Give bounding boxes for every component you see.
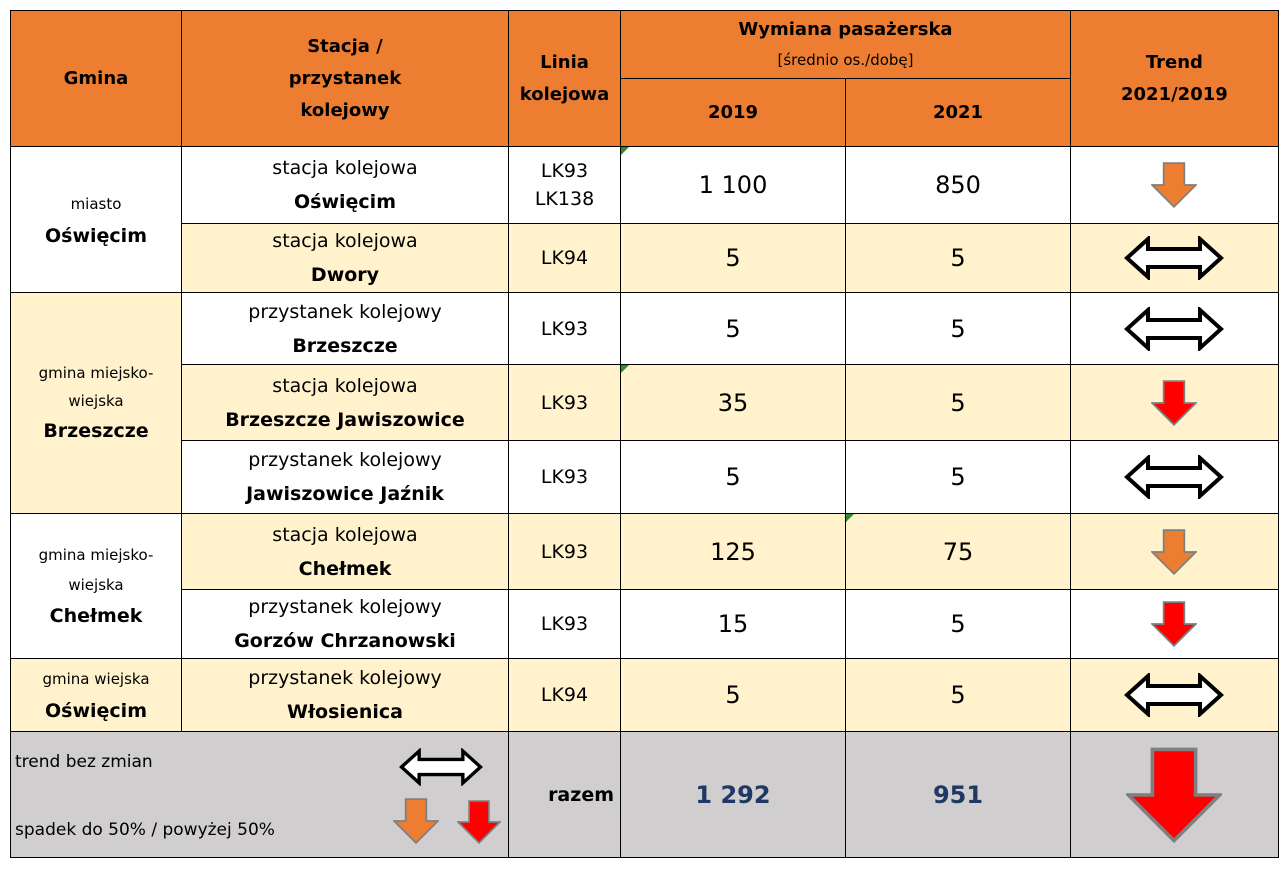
station-cell — [182, 224, 509, 293]
line-cell: LK93 — [509, 293, 621, 365]
line-cell: LK94 — [509, 224, 621, 293]
trend-cell — [1071, 293, 1279, 365]
gmina-cell — [11, 147, 182, 293]
trend-cell — [1071, 224, 1279, 293]
header-wymiana — [621, 11, 1071, 79]
double-arrow-icon — [1124, 455, 1224, 499]
line-cell: LK94 — [509, 659, 621, 732]
legend-no-change: trend bez zmian — [15, 752, 153, 772]
header-2021: 2021 — [846, 79, 1071, 147]
trend-cell — [1071, 514, 1279, 590]
station-type: przystanek kolejowy — [248, 449, 442, 471]
gmina-name: Oświęcim — [45, 700, 147, 722]
trend-cell — [1071, 365, 1279, 441]
header-stacja-label: Stacja / przystanek kolejowy — [288, 35, 402, 121]
station-type: przystanek kolejowy — [248, 667, 442, 689]
down-red-icon — [457, 800, 501, 844]
gmina-cell — [11, 514, 182, 659]
gmina-cell — [11, 293, 182, 514]
value-2021: 5 — [846, 293, 1071, 365]
gmina-name: Brzeszcze — [43, 420, 149, 442]
trend-cell — [1071, 441, 1279, 514]
gmina-name: Chełmek — [49, 605, 143, 627]
value-2021: 5 — [846, 659, 1071, 732]
station-type: stacja kolejowa — [272, 523, 418, 546]
passenger-table — [10, 10, 1279, 858]
header-trend — [1071, 11, 1279, 147]
header-2019: 2019 — [621, 79, 846, 147]
station-cell — [182, 365, 509, 441]
value-2019: 5 — [621, 659, 846, 732]
line-cell: LK93 — [509, 514, 621, 590]
station-cell — [182, 514, 509, 590]
station-cell — [182, 293, 509, 365]
station-name: Brzeszcze Jawiszowice — [225, 408, 465, 431]
line-cell: LK93 — [509, 590, 621, 659]
station-name: Dwory — [310, 264, 380, 286]
station-type: stacja kolejowa — [272, 374, 418, 397]
down-red-icon — [1151, 601, 1197, 647]
value-2019 — [621, 365, 846, 441]
down-orange-icon — [393, 798, 439, 844]
value-2021 — [846, 514, 1071, 590]
value-2021: 5 — [846, 365, 1071, 441]
station-name: Gorzów Chrzanowski — [234, 630, 456, 652]
down-red-icon — [1126, 747, 1222, 843]
station-name: Chełmek — [298, 557, 392, 580]
legend-decrease: spadek do 50% / powyżej 50% — [15, 820, 275, 840]
gmina-type-text: gmina miejsko-wiejska — [38, 546, 154, 594]
line-label-2: LK138 — [534, 188, 595, 210]
comment-marker — [621, 365, 629, 373]
station-cell — [182, 147, 509, 224]
double-arrow-icon — [1124, 673, 1224, 717]
trend-cell — [1071, 659, 1279, 732]
value-2019 — [621, 147, 846, 224]
line-label: LK93 — [540, 160, 589, 182]
line-cell: LK93 — [509, 365, 621, 441]
gmina-name: Oświęcim — [45, 224, 147, 247]
value-2021: 5 — [846, 224, 1071, 293]
station-name: Jawiszowice Jaźnik — [246, 483, 444, 505]
down-orange-icon — [1151, 162, 1197, 208]
line-cell — [509, 147, 621, 224]
value-2019-text: 35 — [717, 388, 749, 417]
value-2021-text: 75 — [942, 537, 974, 566]
total-2021: 951 — [846, 732, 1071, 858]
header-stacja — [182, 11, 509, 147]
comment-marker — [621, 147, 629, 155]
station-name: Oświęcim — [294, 191, 396, 213]
value-2019: 5 — [621, 441, 846, 514]
station-type: przystanek kolejowy — [248, 300, 442, 323]
line-cell: LK93 — [509, 441, 621, 514]
trend-cell — [1071, 590, 1279, 659]
legend-cell — [11, 732, 509, 858]
value-2019: 125 — [621, 514, 846, 590]
total-trend-cell — [1071, 732, 1279, 858]
gmina-type: gmina wiejska — [42, 670, 150, 688]
header-trend-label: Trend 2021/2019 — [1121, 51, 1228, 105]
station-name: Włosienica — [287, 701, 403, 723]
value-2019-text: 1 100 — [698, 171, 768, 199]
header-linia-label: Linia kolejowa — [519, 51, 610, 105]
station-cell — [182, 659, 509, 732]
total-label: razem — [509, 732, 621, 858]
gmina-type-text: gmina miejsko-wiejska — [38, 364, 154, 410]
gmina-type — [11, 359, 181, 415]
value-2021: 5 — [846, 590, 1071, 659]
header-wymiana-sub: [średnio os./dobę] — [777, 50, 914, 69]
station-type: stacja kolejowa — [272, 157, 418, 179]
station-type: stacja kolejowa — [272, 230, 418, 252]
gmina-type: miasto — [70, 194, 122, 213]
trend-cell — [1071, 147, 1279, 224]
header-wymiana-title: Wymiana pasażerska — [738, 18, 953, 40]
comment-marker — [846, 514, 854, 522]
total-2019: 1 292 — [621, 732, 846, 858]
value-2021: 850 — [846, 147, 1071, 224]
gmina-type — [11, 540, 181, 600]
value-2019: 15 — [621, 590, 846, 659]
station-cell — [182, 441, 509, 514]
header-linia — [509, 11, 621, 147]
value-2019: 5 — [621, 293, 846, 365]
value-2021: 5 — [846, 441, 1071, 514]
double-arrow-icon — [1124, 307, 1224, 351]
station-type: przystanek kolejowy — [248, 596, 442, 618]
station-name: Brzeszcze — [292, 334, 398, 357]
down-red-icon — [1151, 380, 1197, 426]
header-gmina: Gmina — [11, 11, 182, 147]
station-cell — [182, 590, 509, 659]
double-arrow-icon — [399, 748, 483, 786]
value-2019: 5 — [621, 224, 846, 293]
gmina-cell — [11, 659, 182, 732]
down-orange-icon — [1151, 529, 1197, 575]
double-arrow-icon — [1124, 236, 1224, 280]
